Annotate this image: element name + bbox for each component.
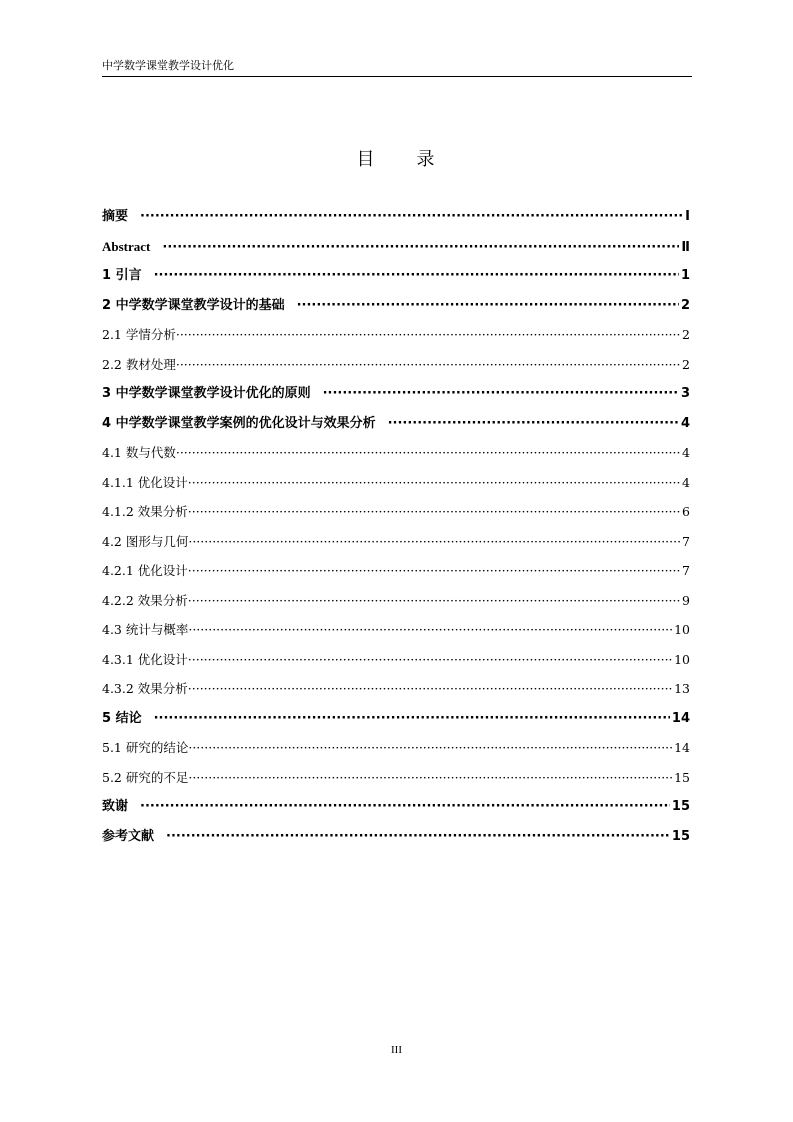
toc-leader-dots xyxy=(140,202,683,232)
toc-entry-label: 4.3.1 优化设计 xyxy=(102,651,188,667)
toc-entry-label: 2.1 学情分析 xyxy=(102,327,176,342)
toc-entry[interactable] xyxy=(102,261,690,291)
toc-entry-page: 2 xyxy=(680,297,690,313)
toc-leader-dots xyxy=(323,379,679,409)
toc-entry-page: 15 xyxy=(674,769,690,785)
toc-entry-label: 5.2 研究的不足 xyxy=(102,769,189,785)
page-number: III xyxy=(391,1044,402,1056)
toc-entry-page: 4 xyxy=(680,415,690,431)
toc-entry-page: 3 xyxy=(680,386,690,401)
toc-entry-page: 4 xyxy=(682,474,690,490)
toc-entry[interactable] xyxy=(102,527,690,557)
toc-leader-dots xyxy=(176,438,680,468)
toc-entry-label: 参考文献 xyxy=(102,828,155,844)
toc-leader-dots xyxy=(188,674,672,704)
toc-entry-label: 5 结论 xyxy=(102,710,142,726)
toc-entry-label: 4 中学数学课堂教学案例的优化设计与效果分析 xyxy=(102,415,376,431)
toc-leader-dots xyxy=(297,291,679,321)
toc-entry-page: 9 xyxy=(682,592,690,608)
toc-entry-label: 4.3 统计与概率 xyxy=(102,622,189,637)
toc-entry[interactable] xyxy=(102,645,690,675)
toc-entry-page: 7 xyxy=(682,533,690,549)
title-char-right: 录 xyxy=(416,149,437,170)
page-title xyxy=(0,145,793,171)
toc-entry-label: 摘要 xyxy=(102,209,129,224)
toc-leader-dots xyxy=(188,763,672,793)
toc-entry-page: Ⅱ xyxy=(681,239,690,255)
toc-leader-dots xyxy=(188,733,672,763)
toc-entry-page: 15 xyxy=(671,799,690,814)
toc-leader-dots xyxy=(188,556,680,586)
toc-entry-label: 2 中学数学课堂教学设计的基础 xyxy=(102,297,285,313)
toc-leader-dots xyxy=(154,261,679,291)
toc-entry[interactable] xyxy=(102,291,690,321)
toc-leader-dots xyxy=(140,792,670,822)
toc-entry-page: 6 xyxy=(682,504,690,519)
toc-entry-page: 2 xyxy=(682,356,690,372)
toc-entry[interactable] xyxy=(102,320,690,350)
toc-entry[interactable] xyxy=(102,733,690,763)
toc-entry-label: 2.2 教材处理 xyxy=(102,356,176,372)
toc-entry-label: 4.3.2 效果分析 xyxy=(102,681,188,696)
toc-leader-dots xyxy=(188,615,672,645)
toc-leader-dots xyxy=(388,409,679,439)
toc-leader-dots xyxy=(166,822,670,852)
toc-entry-label: 5.1 研究的结论 xyxy=(102,740,189,755)
toc-entry[interactable] xyxy=(102,674,690,704)
toc-leader-dots xyxy=(188,586,680,616)
toc-leader-dots xyxy=(154,704,670,734)
table-of-contents xyxy=(102,202,690,851)
toc-entry[interactable] xyxy=(102,704,690,734)
toc-leader-dots xyxy=(162,233,679,263)
toc-entry[interactable] xyxy=(102,438,690,468)
toc-entry-page: 1 xyxy=(680,268,690,283)
toc-entry-page: Ⅰ xyxy=(685,209,690,224)
toc-entry-label: 4.1 数与代数 xyxy=(102,445,176,460)
toc-entry-page: 15 xyxy=(671,828,690,844)
toc-entry-page: 14 xyxy=(671,710,690,726)
toc-entry[interactable] xyxy=(102,379,690,409)
toc-entry[interactable] xyxy=(102,586,690,616)
toc-entry[interactable] xyxy=(102,232,690,262)
toc-entry[interactable] xyxy=(102,409,690,439)
toc-entry[interactable] xyxy=(102,556,690,586)
toc-entry-label: 4.1.2 效果分析 xyxy=(102,504,188,519)
toc-entry-page: 4 xyxy=(682,445,690,460)
title-char-left: 目 xyxy=(356,149,377,170)
toc-entry[interactable] xyxy=(102,350,690,380)
toc-entry[interactable] xyxy=(102,615,690,645)
toc-entry-label: 4.2 图形与几何 xyxy=(102,533,189,549)
toc-leader-dots xyxy=(188,497,680,527)
toc-entry[interactable] xyxy=(102,792,690,822)
toc-entry-label: 4.2.1 优化设计 xyxy=(102,563,188,578)
toc-entry-label: 3 中学数学课堂教学设计优化的原则 xyxy=(102,386,311,401)
toc-entry-page: 13 xyxy=(674,681,690,696)
toc-leader-dots xyxy=(188,645,672,675)
toc-leader-dots xyxy=(188,527,680,557)
running-header: 中学数学课堂教学设计优化 xyxy=(102,58,692,77)
toc-entry-label: 1 引言 xyxy=(102,268,142,283)
toc-entry-page: 14 xyxy=(674,740,690,755)
toc-leader-dots xyxy=(188,468,680,498)
toc-entry[interactable] xyxy=(102,763,690,793)
toc-entry[interactable] xyxy=(102,822,690,852)
toc-entry-page: 7 xyxy=(682,563,690,578)
toc-entry[interactable] xyxy=(102,468,690,498)
toc-entry-label: 致谢 xyxy=(102,799,129,814)
toc-entry-label: 4.1.1 优化设计 xyxy=(102,474,188,490)
toc-leader-dots xyxy=(176,350,680,380)
toc-entry-page: 10 xyxy=(674,622,690,637)
toc-leader-dots xyxy=(176,320,680,350)
toc-entry-label: 4.2.2 效果分析 xyxy=(102,592,188,608)
toc-entry[interactable] xyxy=(102,202,690,232)
toc-entry[interactable] xyxy=(102,497,690,527)
toc-entry-page: 2 xyxy=(682,327,690,342)
toc-entry-page: 10 xyxy=(674,651,690,667)
toc-entry-label: Abstract xyxy=(102,238,151,254)
